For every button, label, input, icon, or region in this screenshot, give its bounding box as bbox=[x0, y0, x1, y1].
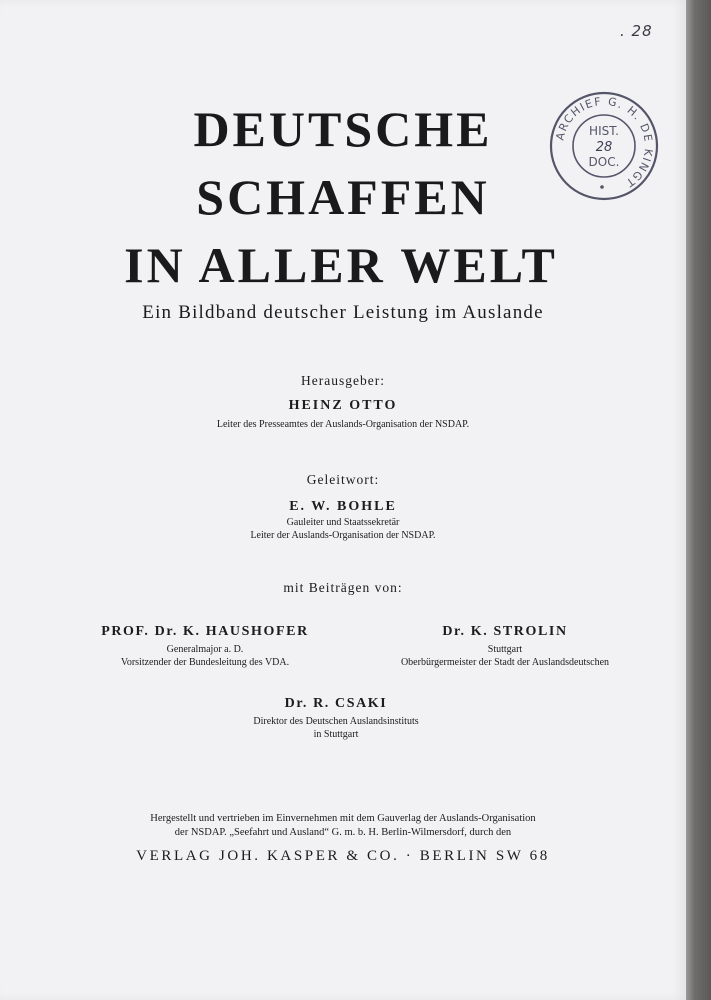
contributor-role-line1: Direktor des Deutschen Auslandsinstituts bbox=[253, 716, 419, 727]
contributor-role-line2: in Stuttgart bbox=[313, 729, 359, 740]
page-edge bbox=[686, 0, 711, 1000]
contributor-role-line1: Generalmajor a. D. bbox=[166, 644, 244, 655]
editor-name: HEINZ OTTO bbox=[288, 398, 398, 413]
stamp-ring-text: ARCHIEF G. H. DE KINGT bbox=[553, 94, 656, 191]
contributor-name: PROF. Dr. K. HAUSHOFER bbox=[101, 624, 309, 639]
editor-role: Leiter des Presseamtes der Auslands-Organisation der NSDAP. bbox=[216, 419, 470, 430]
stamp-line1: HIST. bbox=[589, 124, 619, 138]
contributor-name: Dr. R. CSAKI bbox=[284, 696, 388, 711]
editor-label: Herausgeber: bbox=[301, 373, 385, 388]
page-number: . 28 bbox=[620, 22, 653, 40]
contributor-name: Dr. K. STROLIN bbox=[442, 624, 568, 639]
foreword-label: Geleitwort: bbox=[306, 472, 380, 487]
footer-line-2: der NSDAP. „Seefahrt und Ausland“ G. m. b. H. Berlin-Wilmersdorf, durch den bbox=[174, 827, 512, 838]
contributor-strolin bbox=[360, 624, 650, 669]
contributions-label: mit Beiträgen von: bbox=[283, 580, 403, 595]
contributor-role-line1: Stuttgart bbox=[487, 644, 523, 655]
foreword-name: E. W. BOHLE bbox=[289, 499, 397, 514]
contributor-role-line2: Vorsitzender der Bundesleitung des VDA. bbox=[120, 657, 290, 668]
subtitle: Ein Bildband deutscher Leistung im Auslande bbox=[142, 302, 544, 323]
stamp-line2: 28 bbox=[595, 140, 613, 155]
foreword-role-line2: Leiter der Auslands-Organisation der NSDAP. bbox=[250, 530, 436, 541]
stamp-line3: DOC. bbox=[588, 155, 620, 169]
publisher-line: VERLAG JOH. KASPER & CO. · BERLIN SW 68 bbox=[136, 848, 550, 864]
footer-line-1: Hergestellt und vertrieben im Einvernehmen mit dem Gauverlag der Auslands-Organisation bbox=[150, 813, 536, 824]
contributor-haushofer bbox=[70, 624, 340, 669]
foreword-role-line1: Gauleiter und Staatssekretär bbox=[286, 517, 400, 528]
title-line-1: DEUTSCHE bbox=[193, 101, 493, 157]
title-line-3: IN ALLER WELT bbox=[124, 237, 558, 293]
contributor-csaki bbox=[186, 696, 486, 741]
title-line-2: SCHAFFEN bbox=[196, 169, 490, 225]
contributor-role-line2: Oberbürgermeister der Stadt der Auslandsdeutschen bbox=[400, 657, 610, 668]
